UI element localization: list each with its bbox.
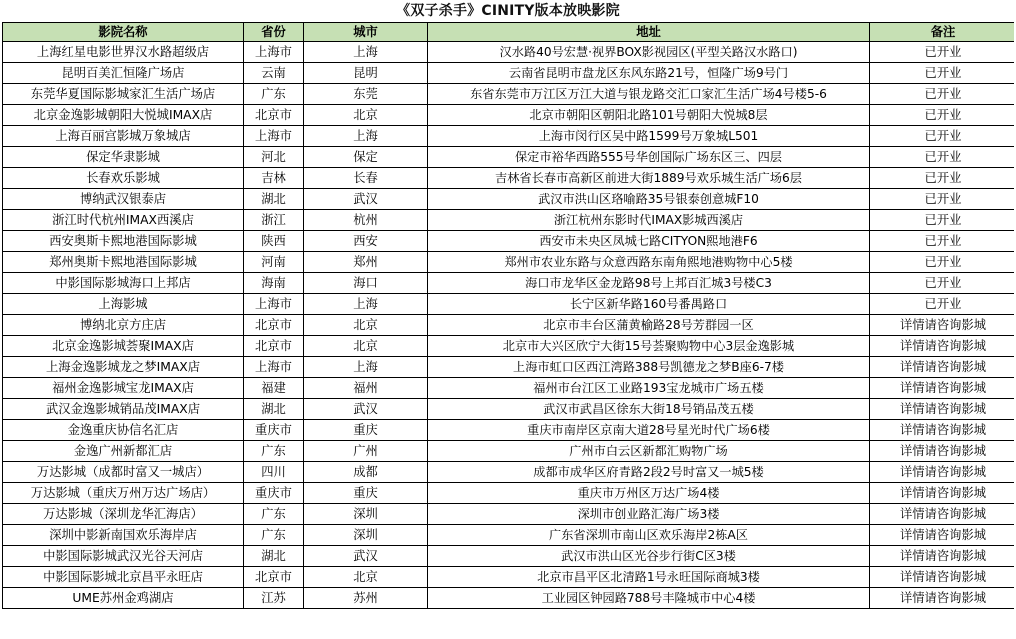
sheet-title: 《双子杀手》CINITY版本放映影院	[0, 0, 1016, 22]
cell-address[interactable]: 武汉市洪山区光谷步行街C区3楼	[428, 546, 870, 567]
cell-cinema-name[interactable]: 上海红星电影世界汉水路超级店	[3, 42, 244, 63]
cell-cinema-name[interactable]: 博纳北京方庄店	[3, 315, 244, 336]
cell-city[interactable]: 深圳	[304, 504, 428, 525]
table-row	[3, 525, 1016, 546]
cell-province[interactable]: 重庆市	[244, 483, 304, 504]
cell-remark[interactable]: 已开业	[870, 210, 1016, 231]
cell-province[interactable]: 广东	[244, 525, 304, 546]
cell-province[interactable]: 北京市	[244, 567, 304, 588]
cell-city[interactable]: 东莞	[304, 84, 428, 105]
cell-remark[interactable]: 已开业	[870, 42, 1016, 63]
cell-province[interactable]: 湖北	[244, 189, 304, 210]
cell-city[interactable]: 上海	[304, 126, 428, 147]
cell-address[interactable]: 成都市成华区府青路2段2号时富又一城5楼	[428, 462, 870, 483]
table-row	[3, 84, 1016, 105]
cell-province[interactable]: 上海市	[244, 42, 304, 63]
cell-cinema-name[interactable]: 中影国际影城北京昌平永旺店	[3, 567, 244, 588]
cell-cinema-name[interactable]: 保定华隶影城	[3, 147, 244, 168]
cell-address[interactable]: 北京市大兴区欣宁大街15号荟聚购物中心3层金逸影城	[428, 336, 870, 357]
cinema-table	[2, 22, 1016, 609]
cell-address[interactable]: 重庆市万州区万达广场4楼	[428, 483, 870, 504]
cell-cinema-name[interactable]: 昆明百美汇恒隆广场店	[3, 63, 244, 84]
table-row	[3, 504, 1016, 525]
cell-city[interactable]: 北京	[304, 567, 428, 588]
cell-province[interactable]: 浙江	[244, 210, 304, 231]
table-row	[3, 63, 1016, 84]
cell-address[interactable]: 上海市虹口区西江湾路388号凯德龙之梦B座6-7楼	[428, 357, 870, 378]
cell-cinema-name[interactable]: 中影国际影城海口上邦店	[3, 273, 244, 294]
cell-city[interactable]: 上海	[304, 357, 428, 378]
table-row	[3, 294, 1016, 315]
cell-city[interactable]: 西安	[304, 231, 428, 252]
cell-remark[interactable]: 已开业	[870, 294, 1016, 315]
cell-province[interactable]: 陕西	[244, 231, 304, 252]
cell-province[interactable]: 吉林	[244, 168, 304, 189]
cell-province[interactable]: 江苏	[244, 588, 304, 609]
cell-province[interactable]: 北京市	[244, 315, 304, 336]
cell-address[interactable]: 广东省深圳市南山区欢乐海岸2栋A区	[428, 525, 870, 546]
cell-cinema-name[interactable]: 万达影城（成都时富又一城店）	[3, 462, 244, 483]
table-row	[3, 399, 1016, 420]
header-cinema-name[interactable]: 影院名称	[3, 23, 244, 42]
cell-remark[interactable]: 详情请咨询影城	[870, 357, 1016, 378]
cell-city[interactable]: 重庆	[304, 420, 428, 441]
cell-cinema-name[interactable]: 上海金逸影城龙之梦IMAX店	[3, 357, 244, 378]
cell-address[interactable]: 福州市台江区工业路193宝龙城市广场五楼	[428, 378, 870, 399]
cell-city[interactable]: 武汉	[304, 399, 428, 420]
header-city[interactable]: 城市	[304, 23, 428, 42]
cell-cinema-name[interactable]: 金逸重庆协信名汇店	[3, 420, 244, 441]
cell-city[interactable]: 北京	[304, 336, 428, 357]
cell-remark[interactable]: 详情请咨询影城	[870, 525, 1016, 546]
cell-cinema-name[interactable]: 郑州奥斯卡熙地港国际影城	[3, 252, 244, 273]
cell-address[interactable]: 郑州市农业东路与众意西路东南角熙地港购物中心5楼	[428, 252, 870, 273]
cell-address[interactable]: 北京市朝阳区朝阳北路101号朝阳大悦城8层	[428, 105, 870, 126]
cell-remark[interactable]: 已开业	[870, 147, 1016, 168]
cell-cinema-name[interactable]: 万达影城（深圳龙华汇海店）	[3, 504, 244, 525]
cell-city[interactable]: 武汉	[304, 546, 428, 567]
table-row	[3, 483, 1016, 504]
cell-city[interactable]: 北京	[304, 315, 428, 336]
header-province[interactable]: 省份	[244, 23, 304, 42]
table-row	[3, 336, 1016, 357]
cell-province[interactable]: 河北	[244, 147, 304, 168]
cell-remark[interactable]: 详情请咨询影城	[870, 399, 1016, 420]
cell-province[interactable]: 重庆市	[244, 420, 304, 441]
cell-city[interactable]: 上海	[304, 42, 428, 63]
table-row	[3, 546, 1016, 567]
cell-province[interactable]: 海南	[244, 273, 304, 294]
table-row	[3, 357, 1016, 378]
cell-remark[interactable]: 已开业	[870, 273, 1016, 294]
cell-address[interactable]: 东省东莞市万江区万江大道与银龙路交汇口家汇生活广场4号楼5-6	[428, 84, 870, 105]
cell-cinema-name[interactable]: 上海影城	[3, 294, 244, 315]
table-row	[3, 126, 1016, 147]
cell-cinema-name[interactable]: 福州金逸影城宝龙IMAX店	[3, 378, 244, 399]
cell-remark[interactable]: 已开业	[870, 252, 1016, 273]
cell-remark[interactable]: 已开业	[870, 168, 1016, 189]
cell-city[interactable]: 广州	[304, 441, 428, 462]
table-row	[3, 231, 1016, 252]
cell-cinema-name[interactable]: 上海百丽宫影城万象城店	[3, 126, 244, 147]
cell-cinema-name[interactable]: 金逸广州新都汇店	[3, 441, 244, 462]
table-row	[3, 105, 1016, 126]
table-body	[3, 42, 1016, 609]
table-row	[3, 420, 1016, 441]
cell-address[interactable]: 长宁区新华路160号番禺路口	[428, 294, 870, 315]
cell-address[interactable]: 北京市丰台区蒲黄榆路28号芳群园一区	[428, 315, 870, 336]
header-row	[3, 23, 1016, 42]
cell-address[interactable]: 工业园区钟园路788号丰隆城市中心4楼	[428, 588, 870, 609]
table-row	[3, 252, 1016, 273]
header-address[interactable]: 地址	[428, 23, 870, 42]
cell-cinema-name[interactable]: 北京金逸影城朝阳大悦城IMAX店	[3, 105, 244, 126]
cell-remark[interactable]: 详情请咨询影城	[870, 336, 1016, 357]
cell-address[interactable]: 北京市昌平区北清路1号永旺国际商城3楼	[428, 567, 870, 588]
cell-remark[interactable]: 详情请咨询影城	[870, 504, 1016, 525]
table-row	[3, 189, 1016, 210]
table-row	[3, 42, 1016, 63]
cell-remark[interactable]: 已开业	[870, 105, 1016, 126]
cell-remark[interactable]: 详情请咨询影城	[870, 441, 1016, 462]
table-row	[3, 567, 1016, 588]
cell-address[interactable]: 广州市白云区新都汇购物广场	[428, 441, 870, 462]
cell-address[interactable]: 保定市裕华西路555号华创国际广场东区三、四层	[428, 147, 870, 168]
cell-cinema-name[interactable]: 北京金逸影城荟聚IMAX店	[3, 336, 244, 357]
cell-province[interactable]: 四川	[244, 462, 304, 483]
cell-address[interactable]: 云南省昆明市盘龙区东风东路21号，恒隆广场9号门	[428, 63, 870, 84]
cell-remark[interactable]: 已开业	[870, 84, 1016, 105]
cell-remark[interactable]: 详情请咨询影城	[870, 462, 1016, 483]
table-row	[3, 441, 1016, 462]
cell-remark[interactable]: 详情请咨询影城	[870, 378, 1016, 399]
cell-address[interactable]: 重庆市南岸区京南大道28号星光时代广场6楼	[428, 420, 870, 441]
cell-cinema-name[interactable]: UME苏州金鸡湖店	[3, 588, 244, 609]
cell-city[interactable]: 苏州	[304, 588, 428, 609]
cell-remark[interactable]: 详情请咨询影城	[870, 588, 1016, 609]
cell-city[interactable]: 保定	[304, 147, 428, 168]
cell-city[interactable]: 长春	[304, 168, 428, 189]
cell-city[interactable]: 海口	[304, 273, 428, 294]
cell-city[interactable]: 昆明	[304, 63, 428, 84]
cell-province[interactable]: 云南	[244, 63, 304, 84]
cell-address[interactable]: 西安市未央区凤城七路CITYON熙地港F6	[428, 231, 870, 252]
cell-remark[interactable]: 详情请咨询影城	[870, 546, 1016, 567]
cell-address[interactable]: 汉水路40号宏慧·视界BOX影视园区(平型关路汉水路口)	[428, 42, 870, 63]
cell-province[interactable]: 北京市	[244, 336, 304, 357]
cell-address[interactable]: 武汉市洪山区珞喻路35号银泰创意城F10	[428, 189, 870, 210]
table-row	[3, 588, 1016, 609]
cell-address[interactable]: 浙江杭州东影时代IMAX影城西溪店	[428, 210, 870, 231]
table-row	[3, 462, 1016, 483]
cell-city[interactable]: 深圳	[304, 525, 428, 546]
cell-province[interactable]: 上海市	[244, 294, 304, 315]
cell-province[interactable]: 广东	[244, 84, 304, 105]
cell-city[interactable]: 福州	[304, 378, 428, 399]
table-row	[3, 315, 1016, 336]
cell-province[interactable]: 湖北	[244, 399, 304, 420]
table-row	[3, 273, 1016, 294]
cell-cinema-name[interactable]: 万达影城（重庆万州万达广场店）	[3, 483, 244, 504]
cell-remark[interactable]: 详情请咨询影城	[870, 567, 1016, 588]
cell-address[interactable]: 海口市龙华区金龙路98号上邦百汇城3号楼C3	[428, 273, 870, 294]
cell-cinema-name[interactable]: 中影国际影城武汉光谷天河店	[3, 546, 244, 567]
cell-province[interactable]: 湖北	[244, 546, 304, 567]
cell-province[interactable]: 福建	[244, 378, 304, 399]
table-row	[3, 168, 1016, 189]
cell-province[interactable]: 广东	[244, 504, 304, 525]
cell-address[interactable]: 深圳市创业路汇海广场3楼	[428, 504, 870, 525]
cell-city[interactable]: 杭州	[304, 210, 428, 231]
cell-cinema-name[interactable]: 深圳中影新南国欢乐海岸店	[3, 525, 244, 546]
cell-city[interactable]: 北京	[304, 105, 428, 126]
table-row	[3, 147, 1016, 168]
cell-province[interactable]: 上海市	[244, 357, 304, 378]
cell-cinema-name[interactable]: 武汉金逸影城销品茂IMAX店	[3, 399, 244, 420]
cell-address[interactable]: 武汉市武昌区徐东大街18号销品茂五楼	[428, 399, 870, 420]
header-remark[interactable]: 备注	[870, 23, 1016, 42]
cell-remark[interactable]: 已开业	[870, 189, 1016, 210]
cell-city[interactable]: 武汉	[304, 189, 428, 210]
cell-cinema-name[interactable]: 浙江时代杭州IMAX西溪店	[3, 210, 244, 231]
cell-remark[interactable]: 已开业	[870, 231, 1016, 252]
cell-province[interactable]: 广东	[244, 441, 304, 462]
cell-city[interactable]: 成都	[304, 462, 428, 483]
cell-cinema-name[interactable]: 东莞华夏国际影城家汇生活广场店	[3, 84, 244, 105]
cell-remark[interactable]: 已开业	[870, 126, 1016, 147]
cell-city[interactable]: 重庆	[304, 483, 428, 504]
cell-city[interactable]: 郑州	[304, 252, 428, 273]
table-row	[3, 210, 1016, 231]
cell-address[interactable]: 吉林省长春市高新区前进大街1889号欢乐城生活广场6层	[428, 168, 870, 189]
cell-remark[interactable]: 详情请咨询影城	[870, 420, 1016, 441]
cell-remark[interactable]: 详情请咨询影城	[870, 483, 1016, 504]
cell-cinema-name[interactable]: 博纳武汉银泰店	[3, 189, 244, 210]
cell-cinema-name[interactable]: 长春欢乐影城	[3, 168, 244, 189]
cell-province[interactable]: 北京市	[244, 105, 304, 126]
cell-province[interactable]: 河南	[244, 252, 304, 273]
cell-address[interactable]: 上海市闵行区吴中路1599号万象城L501	[428, 126, 870, 147]
cell-remark[interactable]: 已开业	[870, 63, 1016, 84]
table-row	[3, 378, 1016, 399]
cell-city[interactable]: 上海	[304, 294, 428, 315]
cell-province[interactable]: 上海市	[244, 126, 304, 147]
cell-cinema-name[interactable]: 西安奥斯卡熙地港国际影城	[3, 231, 244, 252]
cell-remark[interactable]: 详情请咨询影城	[870, 315, 1016, 336]
